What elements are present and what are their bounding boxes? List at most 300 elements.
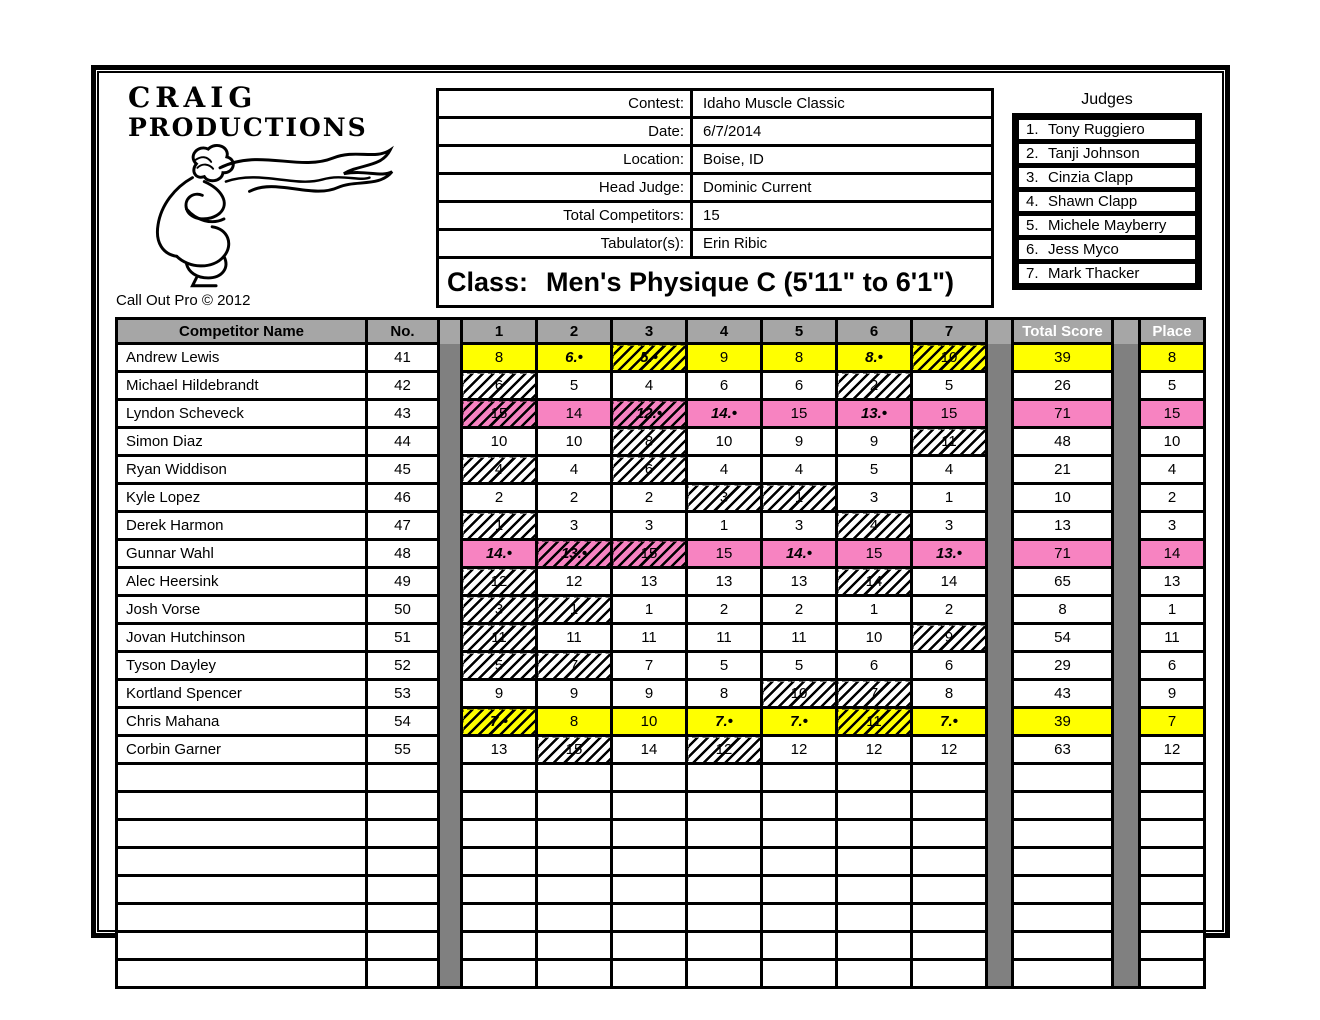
competitor-no-cell: 44 bbox=[367, 428, 439, 456]
total-score-cell: 21 bbox=[1013, 456, 1113, 484]
place-cell bbox=[1140, 960, 1205, 988]
judge-column-header: 1 bbox=[462, 319, 537, 344]
score-cell: 5 bbox=[537, 372, 612, 400]
competitor-no-cell: 42 bbox=[367, 372, 439, 400]
score-cell: 11 bbox=[537, 624, 612, 652]
score-cell: 2 bbox=[837, 372, 912, 400]
score-cell: 7.• bbox=[912, 708, 987, 736]
score-cell: 1 bbox=[837, 596, 912, 624]
score-cell bbox=[462, 960, 537, 988]
score-cell: 2 bbox=[612, 484, 687, 512]
score-cell: 3 bbox=[762, 512, 837, 540]
score-cell bbox=[612, 904, 687, 932]
contest-info-label: Date: bbox=[439, 119, 693, 144]
score-cell: 2 bbox=[762, 596, 837, 624]
score-cell: 15 bbox=[837, 540, 912, 568]
score-table-row bbox=[117, 456, 1205, 484]
score-cell: 15 bbox=[612, 540, 687, 568]
separator-cell bbox=[439, 792, 462, 820]
separator-cell bbox=[439, 652, 462, 680]
separator-cell bbox=[439, 708, 462, 736]
call-out-pro-credit: Call Out Pro © 2012 bbox=[116, 292, 251, 309]
score-table-header-row bbox=[117, 319, 1205, 344]
score-cell: 9 bbox=[912, 624, 987, 652]
separator-cell bbox=[1113, 820, 1140, 848]
score-cell: 1 bbox=[912, 484, 987, 512]
score-cell: 5.• bbox=[612, 344, 687, 372]
score-cell: 2 bbox=[462, 484, 537, 512]
judge-name: Cinzia Clapp bbox=[1048, 169, 1134, 186]
judge-row bbox=[1017, 166, 1197, 189]
separator-cell bbox=[439, 820, 462, 848]
score-cell bbox=[537, 876, 612, 904]
score-cell bbox=[837, 792, 912, 820]
score-cell bbox=[762, 848, 837, 876]
competitor-no-cell: 43 bbox=[367, 400, 439, 428]
score-cell: 1 bbox=[462, 512, 537, 540]
score-cell: 10 bbox=[762, 680, 837, 708]
place-cell bbox=[1140, 904, 1205, 932]
score-cell: 11 bbox=[837, 708, 912, 736]
place-cell: 3 bbox=[1140, 512, 1205, 540]
competitor-name-cell bbox=[117, 932, 367, 960]
score-cell: 3 bbox=[612, 512, 687, 540]
separator-cell bbox=[1113, 876, 1140, 904]
separator-cell bbox=[1113, 764, 1140, 792]
score-table-row bbox=[117, 848, 1205, 876]
score-cell: 2 bbox=[687, 596, 762, 624]
competitor-name-cell: Kortland Spencer bbox=[117, 680, 367, 708]
place-cell: 2 bbox=[1140, 484, 1205, 512]
score-cell: 6 bbox=[912, 652, 987, 680]
score-cell bbox=[912, 848, 987, 876]
score-cell: 11 bbox=[912, 428, 987, 456]
contest-info-rows bbox=[439, 91, 991, 259]
competitor-name-cell bbox=[117, 792, 367, 820]
competitor-no-cell: 53 bbox=[367, 680, 439, 708]
score-cell bbox=[837, 960, 912, 988]
separator-cell bbox=[987, 540, 1013, 568]
separator-cell bbox=[439, 736, 462, 764]
logo-text-craig: CRAIG bbox=[128, 81, 258, 114]
score-cell bbox=[537, 764, 612, 792]
separator-cell bbox=[987, 344, 1013, 372]
total-score-cell: 39 bbox=[1013, 344, 1113, 372]
score-cell: 7 bbox=[537, 652, 612, 680]
score-cell: 1 bbox=[537, 596, 612, 624]
score-table-row bbox=[117, 596, 1205, 624]
judge-name: Michele Mayberry bbox=[1048, 217, 1167, 234]
score-cell bbox=[612, 764, 687, 792]
score-table-row bbox=[117, 344, 1205, 372]
contest-info-row bbox=[439, 147, 991, 175]
sheet-frame bbox=[91, 65, 1230, 938]
class-title-row bbox=[439, 259, 991, 305]
score-cell: 8 bbox=[687, 680, 762, 708]
score-cell: 3 bbox=[687, 484, 762, 512]
total-score-cell: 29 bbox=[1013, 652, 1113, 680]
place-cell: 15 bbox=[1140, 400, 1205, 428]
score-table-row bbox=[117, 372, 1205, 400]
contest-info-row bbox=[439, 119, 991, 147]
score-cell: 15 bbox=[537, 736, 612, 764]
score-cell bbox=[462, 848, 537, 876]
judge-column-header: 5 bbox=[762, 319, 837, 344]
separator-cell bbox=[1113, 484, 1140, 512]
separator-cell bbox=[439, 568, 462, 596]
judge-row bbox=[1017, 118, 1197, 141]
contest-info-value: 15 bbox=[703, 207, 720, 224]
score-cell bbox=[462, 764, 537, 792]
score-cell bbox=[912, 904, 987, 932]
score-cell: 7.• bbox=[462, 708, 537, 736]
total-score-cell bbox=[1013, 960, 1113, 988]
score-cell: 3 bbox=[912, 512, 987, 540]
separator-cell bbox=[1113, 319, 1140, 344]
separator-cell bbox=[1113, 792, 1140, 820]
separator-cell bbox=[1113, 596, 1140, 624]
score-cell: 11 bbox=[462, 624, 537, 652]
separator-cell bbox=[987, 848, 1013, 876]
separator-cell bbox=[439, 624, 462, 652]
judge-column-header: 3 bbox=[612, 319, 687, 344]
total-score-cell: 13 bbox=[1013, 512, 1113, 540]
score-cell: 12 bbox=[687, 736, 762, 764]
place-cell bbox=[1140, 820, 1205, 848]
score-cell: 3 bbox=[837, 484, 912, 512]
place-cell bbox=[1140, 876, 1205, 904]
score-cell: 11 bbox=[687, 624, 762, 652]
judge-name: Jess Myco bbox=[1048, 241, 1119, 258]
score-cell: 6.• bbox=[537, 344, 612, 372]
score-cell: 8 bbox=[762, 344, 837, 372]
logo-text-productions: PRODUCTIONS bbox=[128, 113, 368, 143]
place-cell bbox=[1140, 792, 1205, 820]
score-cell: 14 bbox=[612, 736, 687, 764]
score-cell: 1 bbox=[612, 596, 687, 624]
score-table-wrap bbox=[115, 317, 1206, 989]
contest-info-row bbox=[439, 231, 991, 259]
competitor-name-cell: Alec Heersink bbox=[117, 568, 367, 596]
separator-cell bbox=[1113, 848, 1140, 876]
score-cell bbox=[912, 932, 987, 960]
score-cell bbox=[537, 792, 612, 820]
separator-cell bbox=[439, 596, 462, 624]
competitor-name-cell bbox=[117, 960, 367, 988]
separator-cell bbox=[1113, 736, 1140, 764]
place-cell: 10 bbox=[1140, 428, 1205, 456]
competitor-no-cell: 52 bbox=[367, 652, 439, 680]
contest-info-row bbox=[439, 203, 991, 231]
competitor-no-cell: 46 bbox=[367, 484, 439, 512]
competitor-name-cell bbox=[117, 876, 367, 904]
score-table-row bbox=[117, 540, 1205, 568]
score-cell: 6 bbox=[837, 652, 912, 680]
separator-cell bbox=[439, 904, 462, 932]
score-cell: 9 bbox=[462, 680, 537, 708]
score-table-row bbox=[117, 428, 1205, 456]
score-table-row bbox=[117, 568, 1205, 596]
competitor-no-cell: 55 bbox=[367, 736, 439, 764]
score-cell: 8 bbox=[462, 344, 537, 372]
score-cell bbox=[912, 764, 987, 792]
judge-column-header: 4 bbox=[687, 319, 762, 344]
score-cell bbox=[762, 960, 837, 988]
score-cell: 12 bbox=[462, 568, 537, 596]
competitor-no-cell: 41 bbox=[367, 344, 439, 372]
separator-cell bbox=[987, 400, 1013, 428]
judge-column-header: 2 bbox=[537, 319, 612, 344]
score-cell: 15 bbox=[462, 400, 537, 428]
score-table-row bbox=[117, 624, 1205, 652]
competitor-no-cell bbox=[367, 764, 439, 792]
place-cell: 5 bbox=[1140, 372, 1205, 400]
score-table-row bbox=[117, 400, 1205, 428]
score-cell bbox=[612, 932, 687, 960]
separator-cell bbox=[1113, 568, 1140, 596]
judge-name: Mark Thacker bbox=[1048, 265, 1140, 282]
competitor-name-cell: Michael Hildebrandt bbox=[117, 372, 367, 400]
score-cell bbox=[837, 932, 912, 960]
total-score-cell: 10 bbox=[1013, 484, 1113, 512]
score-cell: 15 bbox=[912, 400, 987, 428]
separator-cell bbox=[439, 680, 462, 708]
separator-cell bbox=[987, 708, 1013, 736]
competitor-no-cell: 45 bbox=[367, 456, 439, 484]
judge-number: 3. bbox=[1026, 169, 1039, 186]
separator-cell bbox=[987, 319, 1013, 344]
place-cell: 14 bbox=[1140, 540, 1205, 568]
judge-number: 6. bbox=[1026, 241, 1039, 258]
score-cell bbox=[462, 876, 537, 904]
score-cell bbox=[612, 820, 687, 848]
competitor-name-cell: Ryan Widdison bbox=[117, 456, 367, 484]
separator-cell bbox=[1113, 372, 1140, 400]
judge-row bbox=[1017, 214, 1197, 237]
separator-cell bbox=[1113, 960, 1140, 988]
contest-info-label: Head Judge: bbox=[439, 175, 693, 200]
competitor-name-header: Competitor Name bbox=[117, 319, 367, 344]
separator-cell bbox=[987, 512, 1013, 540]
competitor-no-cell: 47 bbox=[367, 512, 439, 540]
judge-number: 1. bbox=[1026, 121, 1039, 138]
score-cell: 7 bbox=[837, 680, 912, 708]
score-cell bbox=[912, 876, 987, 904]
separator-cell bbox=[1113, 512, 1140, 540]
place-cell: 13 bbox=[1140, 568, 1205, 596]
competitor-name-cell: Gunnar Wahl bbox=[117, 540, 367, 568]
competitor-no-header: No. bbox=[367, 319, 439, 344]
score-cell: 5 bbox=[462, 652, 537, 680]
total-score-cell: 54 bbox=[1013, 624, 1113, 652]
separator-cell bbox=[987, 792, 1013, 820]
score-cell: 1 bbox=[687, 512, 762, 540]
score-cell: 10 bbox=[537, 428, 612, 456]
score-cell: 4 bbox=[612, 372, 687, 400]
score-cell bbox=[612, 876, 687, 904]
separator-cell bbox=[439, 848, 462, 876]
competitor-no-cell: 49 bbox=[367, 568, 439, 596]
score-cell bbox=[462, 820, 537, 848]
score-cell: 10 bbox=[687, 428, 762, 456]
contest-info-label: Location: bbox=[439, 147, 693, 172]
competitor-no-cell bbox=[367, 960, 439, 988]
competitor-name-cell: Corbin Garner bbox=[117, 736, 367, 764]
score-cell bbox=[837, 876, 912, 904]
competitor-name-cell: Simon Diaz bbox=[117, 428, 367, 456]
place-cell bbox=[1140, 932, 1205, 960]
score-cell bbox=[462, 792, 537, 820]
score-table-row bbox=[117, 484, 1205, 512]
competitor-name-cell: Tyson Dayley bbox=[117, 652, 367, 680]
total-score-cell bbox=[1013, 932, 1113, 960]
score-cell bbox=[612, 848, 687, 876]
separator-cell bbox=[1113, 904, 1140, 932]
judge-row bbox=[1017, 262, 1197, 285]
separator-cell bbox=[1113, 624, 1140, 652]
competitor-no-cell: 48 bbox=[367, 540, 439, 568]
score-cell: 3 bbox=[462, 596, 537, 624]
judge-name: Shawn Clapp bbox=[1048, 193, 1138, 210]
score-cell: 1 bbox=[762, 484, 837, 512]
competitor-name-cell bbox=[117, 820, 367, 848]
score-cell: 13 bbox=[762, 568, 837, 596]
score-cell: 6 bbox=[687, 372, 762, 400]
separator-cell bbox=[987, 428, 1013, 456]
score-cell: 13.• bbox=[912, 540, 987, 568]
score-cell bbox=[537, 848, 612, 876]
separator-cell bbox=[1113, 400, 1140, 428]
total-score-cell: 26 bbox=[1013, 372, 1113, 400]
competitor-name-cell bbox=[117, 904, 367, 932]
class-value: Men's Physique C (5'11" to 6'1") bbox=[546, 266, 955, 297]
score-cell: 14 bbox=[537, 400, 612, 428]
separator-cell bbox=[1113, 932, 1140, 960]
separator-cell bbox=[1113, 540, 1140, 568]
contest-info-value: Dominic Current bbox=[703, 179, 812, 196]
judge-number: 2. bbox=[1026, 145, 1039, 162]
score-table-row bbox=[117, 792, 1205, 820]
contest-info-value: 6/7/2014 bbox=[703, 123, 762, 140]
separator-cell bbox=[1113, 652, 1140, 680]
score-cell: 8 bbox=[612, 428, 687, 456]
score-cell bbox=[612, 792, 687, 820]
contest-info-value: Idaho Muscle Classic bbox=[703, 95, 845, 112]
score-table-row bbox=[117, 512, 1205, 540]
competitor-name-cell: Josh Vorse bbox=[117, 596, 367, 624]
score-cell: 9 bbox=[762, 428, 837, 456]
total-score-cell: 71 bbox=[1013, 400, 1113, 428]
total-score-cell bbox=[1013, 820, 1113, 848]
separator-cell bbox=[987, 960, 1013, 988]
score-cell: 5 bbox=[687, 652, 762, 680]
judge-column-header: 7 bbox=[912, 319, 987, 344]
judge-row bbox=[1017, 238, 1197, 261]
score-cell: 11 bbox=[612, 624, 687, 652]
score-cell bbox=[687, 960, 762, 988]
separator-cell bbox=[439, 428, 462, 456]
score-table-row bbox=[117, 876, 1205, 904]
competitor-name-cell: Jovan Hutchinson bbox=[117, 624, 367, 652]
score-table-row bbox=[117, 932, 1205, 960]
separator-cell bbox=[987, 568, 1013, 596]
place-cell bbox=[1140, 764, 1205, 792]
score-cell: 14.• bbox=[462, 540, 537, 568]
separator-cell bbox=[987, 652, 1013, 680]
score-cell: 11 bbox=[762, 624, 837, 652]
place-cell: 1 bbox=[1140, 596, 1205, 624]
separator-cell bbox=[987, 820, 1013, 848]
score-cell: 4 bbox=[687, 456, 762, 484]
score-cell: 15 bbox=[687, 540, 762, 568]
competitor-name-cell: Lyndon Scheveck bbox=[117, 400, 367, 428]
score-table bbox=[115, 317, 1206, 989]
separator-cell bbox=[439, 932, 462, 960]
separator-cell bbox=[439, 344, 462, 372]
score-cell: 2 bbox=[537, 484, 612, 512]
competitor-no-cell bbox=[367, 820, 439, 848]
separator-cell bbox=[987, 484, 1013, 512]
separator-cell bbox=[987, 456, 1013, 484]
separator-cell bbox=[1113, 708, 1140, 736]
score-cell bbox=[687, 932, 762, 960]
class-label: Class: bbox=[447, 266, 529, 297]
score-cell bbox=[537, 960, 612, 988]
score-cell: 12 bbox=[912, 736, 987, 764]
score-cell bbox=[837, 764, 912, 792]
total-score-cell: 71 bbox=[1013, 540, 1113, 568]
score-cell: 10 bbox=[912, 344, 987, 372]
score-cell bbox=[837, 848, 912, 876]
score-cell: 5 bbox=[912, 372, 987, 400]
score-cell: 8.• bbox=[837, 344, 912, 372]
judge-name: Tanji Johnson bbox=[1048, 145, 1140, 162]
score-cell: 14.• bbox=[687, 400, 762, 428]
competitor-no-cell bbox=[367, 904, 439, 932]
separator-cell bbox=[439, 400, 462, 428]
separator-cell bbox=[987, 904, 1013, 932]
total-score-cell bbox=[1013, 764, 1113, 792]
score-cell: 7.• bbox=[762, 708, 837, 736]
score-cell: 8 bbox=[537, 708, 612, 736]
score-cell: 7 bbox=[612, 652, 687, 680]
score-cell: 4 bbox=[912, 456, 987, 484]
score-cell: 14.• bbox=[762, 540, 837, 568]
score-cell: 12 bbox=[537, 568, 612, 596]
score-table-row bbox=[117, 736, 1205, 764]
score-table-row bbox=[117, 708, 1205, 736]
judges-list bbox=[1012, 113, 1202, 290]
competitor-no-cell: 50 bbox=[367, 596, 439, 624]
score-cell: 8 bbox=[912, 680, 987, 708]
score-cell: 14 bbox=[912, 568, 987, 596]
separator-cell bbox=[439, 484, 462, 512]
score-cell bbox=[762, 876, 837, 904]
score-cell: 10 bbox=[612, 708, 687, 736]
score-cell: 9 bbox=[687, 344, 762, 372]
separator-cell bbox=[439, 960, 462, 988]
score-cell: 10 bbox=[462, 428, 537, 456]
total-score-cell: 63 bbox=[1013, 736, 1113, 764]
judge-column-header: 6 bbox=[837, 319, 912, 344]
judge-row bbox=[1017, 190, 1197, 213]
score-cell: 13.• bbox=[837, 400, 912, 428]
score-cell: 10 bbox=[837, 624, 912, 652]
score-cell: 12.• bbox=[612, 400, 687, 428]
place-cell: 6 bbox=[1140, 652, 1205, 680]
judge-number: 4. bbox=[1026, 193, 1039, 210]
separator-cell bbox=[987, 876, 1013, 904]
